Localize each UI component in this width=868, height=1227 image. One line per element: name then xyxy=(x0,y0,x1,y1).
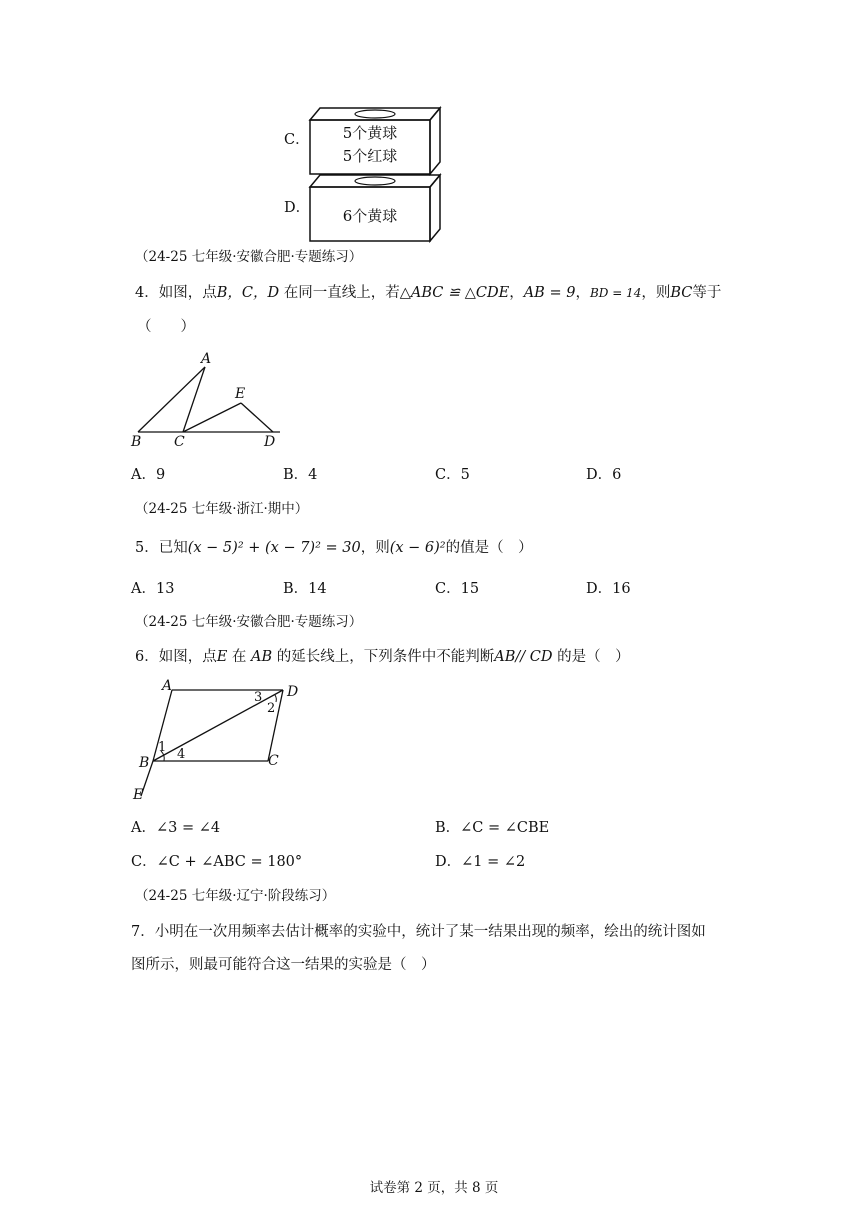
box-c-line1: 5个黄球 xyxy=(342,124,398,142)
source-note: （24-25 七年级·辽宁·阶段练习） xyxy=(135,888,336,904)
q4-option-b[interactable]: B．4 xyxy=(283,467,318,483)
q4-stem: 4．如图，点B，C，D 在同一直线上，若△ABC ≌ △CDE，AB = 9，BD = 14，则BC等于 xyxy=(135,285,722,301)
q6-stem: 6．如图，点E 在 AB 的延长线上，下列条件中不能判断AB// CD 的是（ ） xyxy=(135,649,630,665)
point-a-label: A xyxy=(201,351,212,367)
angle-1-label: 1 xyxy=(158,740,167,755)
q6-figure xyxy=(125,678,315,803)
q6-option-c[interactable]: C．∠C + ∠ABC = 180° xyxy=(131,854,303,870)
source-note: （24-25 七年级·浙江·期中） xyxy=(135,501,309,517)
box-c-line2: 5个红球 xyxy=(342,147,398,165)
q5-option-d[interactable]: D．16 xyxy=(586,581,631,597)
source-note: （24-25 七年级·安徽合肥·专题练习） xyxy=(135,249,363,265)
point-b-label: B xyxy=(139,755,150,771)
option-d-label: D． xyxy=(284,200,311,216)
point-c-label: C xyxy=(174,434,185,450)
q7-stem-line2: 图所示，则最可能符合这一结果的实验是（ ） xyxy=(131,957,436,973)
q4-option-d[interactable]: D．6 xyxy=(586,467,622,483)
q4-figure xyxy=(125,345,290,450)
box-c xyxy=(310,108,440,174)
point-b-label: B xyxy=(131,434,142,450)
source-note: （24-25 七年级·安徽合肥·专题练习） xyxy=(135,614,363,630)
point-d-label: D xyxy=(287,684,299,700)
q4-option-c[interactable]: C．5 xyxy=(435,467,470,483)
angle-3-label: 3 xyxy=(254,690,263,705)
point-c-label: C xyxy=(268,753,279,769)
box-d-line1: 6个黄球 xyxy=(342,207,398,225)
q5-stem: 5．已知(x − 5)² + (x − 7)² = 30，则(x − 6)²的值是（ ） xyxy=(135,540,533,556)
page-footer: 试卷第 2 页，共 8 页 xyxy=(369,1180,499,1196)
point-e-label: E xyxy=(133,787,144,803)
angle-2-label: 2 xyxy=(267,701,276,716)
option-c-label: C． xyxy=(284,132,310,148)
q7-stem-line1: 7．小明在一次用频率去估计概率的实验中，统计了某一结果出现的频率，绘出的统计图如 xyxy=(131,924,706,940)
box-d xyxy=(310,175,440,241)
point-e-label: E xyxy=(235,386,246,402)
q6-option-b[interactable]: B．∠C = ∠CBE xyxy=(435,820,550,836)
ball-boxes-figure xyxy=(300,100,450,245)
q6-option-a[interactable]: A．∠3 = ∠4 xyxy=(131,820,221,836)
q4-option-a[interactable]: A．9 xyxy=(131,467,166,483)
point-d-label: D xyxy=(264,434,276,450)
angle-4-label: 4 xyxy=(177,747,186,762)
q4-paren: （ ） xyxy=(137,319,195,335)
q6-option-d[interactable]: D．∠1 = ∠2 xyxy=(435,854,526,870)
q5-option-b[interactable]: B．14 xyxy=(283,581,327,597)
q5-option-c[interactable]: C．15 xyxy=(435,581,480,597)
q5-option-a[interactable]: A．13 xyxy=(131,581,175,597)
point-a-label: A xyxy=(162,678,173,694)
